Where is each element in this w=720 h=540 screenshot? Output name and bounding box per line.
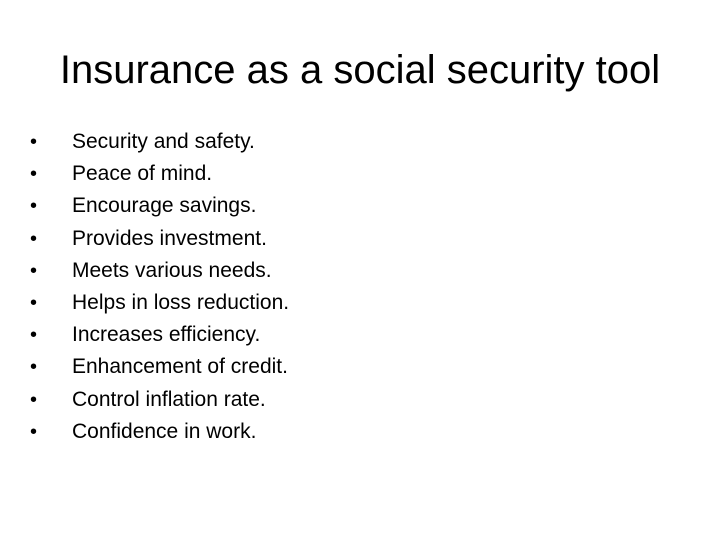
bullet-text: Security and safety. xyxy=(72,130,255,153)
bullet-text: Helps in loss reduction. xyxy=(72,290,290,314)
bullet-item xyxy=(30,287,289,319)
bullet-item xyxy=(30,190,289,222)
slide-title: Insurance as a social security tool xyxy=(59,48,661,92)
bullet-text: Confidence in work. xyxy=(72,419,257,443)
bullet-icon: • xyxy=(30,131,38,153)
bullet-text: Peace of mind. xyxy=(72,162,213,186)
bullet-text: Encourage savings. xyxy=(72,194,257,218)
bullet-item xyxy=(30,255,289,287)
bullet-icon: • xyxy=(30,227,38,250)
bullet-text: Meets various needs. xyxy=(72,258,272,282)
bullet-icon: • xyxy=(30,163,38,186)
bullet-icon: • xyxy=(30,259,38,282)
bullet-item xyxy=(30,416,289,448)
bullet-text: Increases efficiency. xyxy=(72,323,261,347)
bullet-item xyxy=(30,384,289,416)
bullet-icon: • xyxy=(30,388,38,411)
bullet-item xyxy=(30,351,289,383)
bullet-icon: • xyxy=(30,356,38,379)
bullet-text: Control inflation rate. xyxy=(72,387,266,411)
bullet-list xyxy=(30,126,289,448)
bullet-item xyxy=(30,319,289,351)
bullet-icon: • xyxy=(30,291,38,314)
bullet-icon: • xyxy=(30,324,38,347)
bullet-item xyxy=(30,223,289,255)
bullet-item xyxy=(30,126,289,158)
bullet-item xyxy=(30,158,289,190)
bullet-icon: • xyxy=(30,195,38,218)
bullet-text: Enhancement of credit. xyxy=(72,355,288,379)
bullet-text: Provides investment. xyxy=(72,226,267,250)
bullet-icon: • xyxy=(30,420,38,443)
